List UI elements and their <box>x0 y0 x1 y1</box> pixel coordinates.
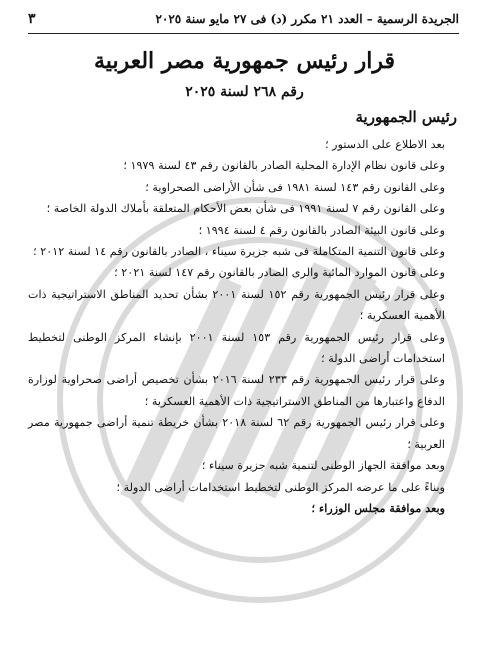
preamble-paragraph: وبعد موافقة مجلس الوزراء ؛ <box>311 500 445 515</box>
president-heading: رئيس الجمهورية <box>355 108 457 126</box>
preamble-paragraph: وعلى قانون التنمية المتكاملة فى شبه جزيرة سيناء ، الصادر بالقانون رقم ١٤ لسنة ٢٠١٢ ؛ <box>33 245 445 259</box>
preamble-paragraph: وعلى قانون الموارد المائية والرى الصادر بالقانون رقم ١٤٧ لسنة ٢٠٢١ ؛ <box>114 266 445 280</box>
gazette-header <box>28 8 459 34</box>
issue-info: الجريدة الرسمية – العدد ٢١ مكرر (د) فى ٢٧ مايو سنة ٢٠٢٥ <box>155 12 459 26</box>
preamble-paragraph: وبناءً على ما عرضه المركز الوطنى لتخطيط استخدامات أراضى الدولة ؛ <box>116 480 445 494</box>
preamble-paragraph: وعلى قانون البيئة الصادر بالقانون رقم ٤ لسنة ١٩٩٤ ؛ <box>198 223 445 237</box>
preamble-paragraph: وعلى قرار رئيس الجمهورية رقم ٦٢ لسنة ٢٠١٨ بشأن خريطة تنمية أراضى جمهورية مصر العربية ؛ <box>28 416 445 451</box>
preamble-paragraph: وعلى القانون رقم ١٤٣ لسنة ١٩٨١ فى شأن الأراضى الصحراوية ؛ <box>145 180 445 194</box>
preamble-paragraph: وعلى قرار رئيس الجمهورية رقم ١٥٣ لسنة ٢٠٠١ بإنشاء المركز الوطنى لتخطيط استخدامات أراضى الدولة ؛ <box>28 330 445 366</box>
preamble-paragraph: وعلى قرار رئيس الجمهورية رقم ٢٣٣ لسنة ٢٠١٦ بشأن تخصيص أراضى صحراوية لوزارة الدفاع واعتبارها من المناطق الاستراتيجية ذات الأهمية العسكرية ؛ <box>28 373 445 408</box>
preamble-paragraph: وبعد موافقة الجهاز الوطنى لتنمية شبه جزيرة سيناء ؛ <box>201 459 445 473</box>
decree-preamble <box>28 134 459 519</box>
preamble-paragraph: بعد الاطلاع على الدستور ؛ <box>325 138 445 151</box>
preamble-paragraph: وعلى قانون نظام الإدارة المحلية الصادر بالقانون رقم ٤٣ لسنة ١٩٧٩ ؛ <box>123 159 445 173</box>
preamble-paragraph: وعلى قرار رئيس الجمهورية رقم ١٥٢ لسنة ٢٠٠١ بشأن تحديد المناطق الاستراتيجية ذات الأهمية العسكرية ؛ <box>28 287 445 323</box>
decree-number: رقم ٢٦٨ لسنة ٢٠٢٥ <box>185 84 304 100</box>
page-number: ٣ <box>28 11 36 27</box>
decree-title: قرار رئيس جمهورية مصر العربية <box>94 48 395 74</box>
preamble-paragraph: وعلى القانون رقم ٧ لسنة ١٩٩١ فى شأن بعض الأحكام المتعلقة بأملاك الدولة الخاصة ؛ <box>46 202 445 216</box>
